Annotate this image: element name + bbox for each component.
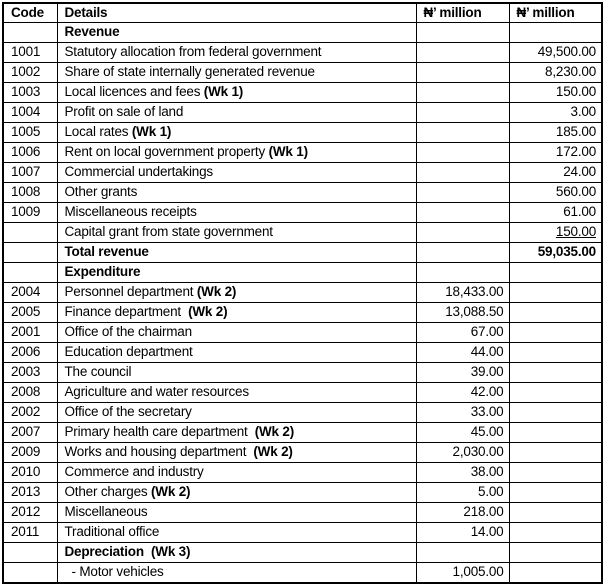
workings-label: (Wk 2) — [151, 484, 191, 500]
amount2-cell — [509, 542, 602, 562]
details-cell — [57, 62, 416, 82]
amount1-cell: 2,030.00 — [416, 442, 509, 462]
table-row — [3, 522, 602, 542]
code-cell: 1002 — [3, 62, 57, 82]
details-text: Office of the secretary — [64, 404, 192, 420]
workings-label: (Wk 2) — [253, 444, 293, 460]
amount1-cell — [416, 542, 509, 562]
code-cell: 2009 — [3, 442, 57, 462]
details-cell — [57, 522, 416, 542]
details-text: Agriculture and water resources — [64, 384, 249, 400]
amount2-cell — [509, 522, 602, 542]
amount2-cell — [509, 442, 602, 462]
amount1-cell: 38.00 — [416, 462, 509, 482]
amount2-cell — [509, 382, 602, 402]
underlined-amount: 150.00 — [555, 224, 596, 240]
amount1-cell — [416, 62, 509, 82]
amount2-cell — [509, 302, 602, 322]
code-cell: 1008 — [3, 182, 57, 202]
amount1-cell: 33.00 — [416, 402, 509, 422]
amount2-cell: 185.00 — [509, 122, 602, 142]
amount1-cell — [416, 162, 509, 182]
amount1-cell — [416, 182, 509, 202]
table-row — [3, 262, 602, 282]
amount1-cell — [416, 202, 509, 222]
workings-label: (Wk 1) — [268, 144, 308, 160]
details-text: Total revenue — [64, 244, 149, 260]
table-row — [3, 322, 602, 342]
details-cell — [57, 282, 416, 302]
code-cell — [3, 23, 57, 43]
table-row — [3, 542, 602, 562]
amount2-cell: 59,035.00 — [509, 242, 602, 262]
details-cell — [57, 362, 416, 382]
amount2-cell — [509, 23, 602, 43]
code-cell: 1006 — [3, 142, 57, 162]
amount2-cell — [509, 502, 602, 522]
code-cell — [3, 222, 57, 242]
details-text: Other grants — [64, 184, 138, 200]
table-row — [3, 462, 602, 482]
table-row — [3, 282, 602, 302]
details-text: Traditional office — [64, 524, 160, 540]
amount2-cell: 24.00 — [509, 162, 602, 182]
code-cell: 2008 — [3, 382, 57, 402]
table-row — [3, 222, 602, 242]
table-row — [3, 562, 602, 583]
amount2-cell — [509, 422, 602, 442]
amount1-cell — [416, 82, 509, 102]
column-header-amount-2: ₦’ million — [509, 3, 602, 23]
details-text: Miscellaneous receipts — [64, 204, 197, 220]
accounts-table — [2, 2, 603, 584]
amount1-cell — [416, 142, 509, 162]
table-row — [3, 42, 602, 62]
amount1-cell: 45.00 — [416, 422, 509, 442]
amount1-cell — [416, 23, 509, 43]
amount2-cell: 172.00 — [509, 142, 602, 162]
table-body — [3, 23, 602, 584]
workings-label: (Wk 1) — [131, 124, 172, 140]
code-cell: 2011 — [3, 522, 57, 542]
amount2-cell — [509, 262, 602, 282]
code-cell: 2004 — [3, 282, 57, 302]
details-text: Rent on local government property — [64, 144, 269, 160]
workings-label: (Wk 2) — [254, 424, 294, 440]
table-row — [3, 182, 602, 202]
details-text: The council — [64, 364, 132, 380]
amount1-cell: 44.00 — [416, 342, 509, 362]
details-text: Commerce and industry — [64, 464, 204, 480]
details-text: Local rates — [64, 124, 132, 140]
code-cell: 1003 — [3, 82, 57, 102]
details-text: Finance department — [64, 304, 189, 320]
details-cell — [57, 462, 416, 482]
code-cell: 1001 — [3, 42, 57, 62]
amount1-cell: 218.00 — [416, 502, 509, 522]
amount1-cell — [416, 242, 509, 262]
workings-label: (Wk 2) — [196, 284, 237, 300]
table-row — [3, 382, 602, 402]
amount1-cell: 42.00 — [416, 382, 509, 402]
code-cell — [3, 542, 57, 562]
table-row — [3, 242, 602, 262]
details-cell — [57, 542, 416, 562]
details-cell — [57, 482, 416, 502]
details-text: Personnel department — [64, 284, 197, 300]
details-text: Share of state internally generated revenue — [64, 64, 315, 80]
code-cell: 2003 — [3, 362, 57, 382]
details-cell — [57, 182, 416, 202]
details-cell — [57, 162, 416, 182]
amount2-cell — [509, 222, 602, 242]
table-row — [3, 102, 602, 122]
code-cell: 2006 — [3, 342, 57, 362]
details-text: Other charges — [64, 484, 151, 500]
details-text: Statutory allocation from federal government — [64, 44, 322, 60]
table-row — [3, 23, 602, 43]
details-text: Commercial undertakings — [64, 164, 213, 180]
amount1-cell — [416, 262, 509, 282]
details-cell — [57, 382, 416, 402]
code-cell: 1007 — [3, 162, 57, 182]
amount1-cell: 1,005.00 — [416, 562, 509, 583]
amount1-cell: 13,088.50 — [416, 302, 509, 322]
details-text: Capital grant from state government — [64, 224, 273, 240]
amount2-cell: 560.00 — [509, 182, 602, 202]
workings-label: (Wk 3) — [150, 544, 191, 560]
column-header-details: Details — [57, 3, 416, 23]
details-text: Education department — [64, 344, 193, 360]
code-cell: 2001 — [3, 322, 57, 342]
workings-label: (Wk 1) — [203, 84, 244, 100]
table-row — [3, 402, 602, 422]
details-cell — [57, 502, 416, 522]
code-cell — [3, 562, 57, 583]
amount2-cell: 61.00 — [509, 202, 602, 222]
details-cell — [57, 142, 416, 162]
details-cell — [57, 302, 416, 322]
column-header-amount-1: ₦’ million — [416, 3, 509, 23]
details-cell — [57, 422, 416, 442]
amount2-cell: 3.00 — [509, 102, 602, 122]
details-cell — [57, 202, 416, 222]
column-header-code: Code — [3, 3, 57, 23]
amount2-cell — [509, 562, 602, 583]
code-cell: 1004 — [3, 102, 57, 122]
details-cell — [57, 23, 416, 43]
details-cell — [57, 442, 416, 462]
table-row — [3, 502, 602, 522]
table-row — [3, 142, 602, 162]
details-cell — [57, 562, 416, 583]
details-text: - Motor vehicles — [71, 564, 164, 580]
table-row — [3, 362, 602, 382]
amount1-cell: 39.00 — [416, 362, 509, 382]
table-row — [3, 82, 602, 102]
table-row — [3, 442, 602, 462]
details-text: Works and housing department — [64, 444, 254, 460]
amount2-cell: 150.00 — [509, 82, 602, 102]
amount1-cell — [416, 102, 509, 122]
amount2-cell — [509, 322, 602, 342]
code-cell: 1005 — [3, 122, 57, 142]
code-cell: 2005 — [3, 302, 57, 322]
table-header — [3, 3, 602, 23]
workings-label: (Wk 2) — [188, 304, 228, 320]
table-row — [3, 342, 602, 362]
amount1-cell: 5.00 — [416, 482, 509, 502]
code-cell: 2013 — [3, 482, 57, 502]
table-row — [3, 162, 602, 182]
amount1-cell — [416, 222, 509, 242]
table-row — [3, 302, 602, 322]
amount2-cell: 8,230.00 — [509, 62, 602, 82]
amount2-cell — [509, 342, 602, 362]
details-cell — [57, 262, 416, 282]
amount1-cell — [416, 122, 509, 142]
details-cell — [57, 342, 416, 362]
details-cell — [57, 102, 416, 122]
table-row — [3, 62, 602, 82]
table-row — [3, 202, 602, 222]
details-cell — [57, 242, 416, 262]
code-cell — [3, 262, 57, 282]
code-cell: 2010 — [3, 462, 57, 482]
amount2-cell — [509, 282, 602, 302]
details-cell — [57, 222, 416, 242]
code-cell: 2007 — [3, 422, 57, 442]
details-text: Depreciation — [64, 544, 151, 560]
code-cell: 2002 — [3, 402, 57, 422]
code-cell: 1009 — [3, 202, 57, 222]
details-cell — [57, 42, 416, 62]
details-text: Expenditure — [64, 264, 141, 280]
header-row — [3, 3, 602, 23]
amount2-cell — [509, 402, 602, 422]
details-cell — [57, 82, 416, 102]
details-text: Primary health care department — [64, 424, 255, 440]
details-cell — [57, 322, 416, 342]
table-row — [3, 422, 602, 442]
table-row — [3, 482, 602, 502]
details-text: Office of the chairman — [64, 324, 192, 340]
details-cell — [57, 402, 416, 422]
amount2-cell: 49,500.00 — [509, 42, 602, 62]
amount1-cell — [416, 42, 509, 62]
details-text: Miscellaneous — [64, 504, 148, 520]
amount2-cell — [509, 362, 602, 382]
details-cell — [57, 122, 416, 142]
amount2-cell — [509, 462, 602, 482]
amount1-cell: 67.00 — [416, 322, 509, 342]
table-row — [3, 122, 602, 142]
code-cell: 2012 — [3, 502, 57, 522]
amount2-cell — [509, 482, 602, 502]
details-text: Profit on sale of land — [64, 104, 184, 120]
amount1-cell: 14.00 — [416, 522, 509, 542]
amount1-cell: 18,433.00 — [416, 282, 509, 302]
details-text: Local licences and fees — [64, 84, 204, 100]
details-text: Revenue — [64, 24, 120, 40]
code-cell — [3, 242, 57, 262]
